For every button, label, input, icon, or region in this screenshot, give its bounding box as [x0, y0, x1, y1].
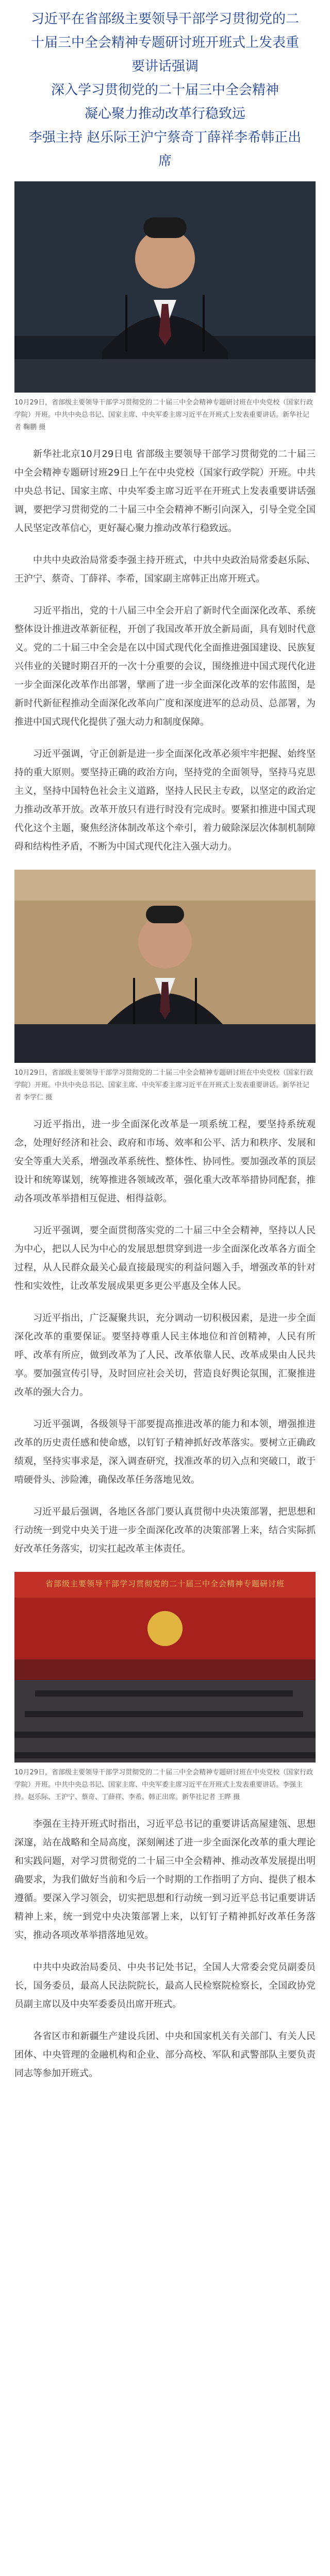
- paragraph: 新华社北京10月29日电 省部级主要领导干部学习贯彻党的二十届三中全会精神专题研讨班29日上午在中央党校（国家行政学院）开班。中共中央总书记、国家主席、中央军委主席习近平在开班式上发表重要讲话强调，要把学习贯彻党的二十届三中全会精神不断引向深入，引导全党全国人民坚定改革信心，更好凝心聚力推动改革行稳致远。: [14, 449, 316, 534]
- photo-caption-2: 10月29日，省部级主要领导干部学习贯彻党的二十届三中全会精神专题研讨班在中央党校（国家行政学院）开班。中共中央总书记、国家主席、中央军委主席习近平在开班式上发表重要讲话。新华社记者 李学仁 摄: [14, 1069, 314, 1101]
- paragraph: 中共中央政治局委员、中央书记处书记，全国人大常委会党员副委员长，国务委员，最高人民法院院长，最高人民检察院检察长，全国政协党员副主席以及中央军委委员出席开班式。: [14, 1962, 316, 2010]
- news-photo-3: [14, 1572, 316, 1762]
- headline-line: 习近平在省部级主要领导干部学习贯彻党的二: [30, 11, 299, 27]
- paragraph: 习近平最后强调，各地区各部门要认真贯彻中央决策部署，把思想和行动统一到党中央关于进一步全面深化改革的决策部署上来，结合实际抓好改革任务落实，切实扛起改革主体责任。: [14, 1506, 316, 1554]
- headline: [14, 7, 316, 173]
- headline-line: 席: [158, 154, 172, 169]
- paragraph: 习近平强调，要全面贯彻落实党的二十届三中全会精神，坚持以人民为中心，把以人民为中心的发展思想贯穿到进一步全面深化改革各方面全过程，从人民群众最关心最直接最现实的利益问题入手，增强改革的针对性和实效性，让改革发展成果更多更公平惠及全体人民。: [14, 1225, 316, 1292]
- speaker-illustration: [14, 181, 316, 393]
- paragraph: 各省区市和新疆生产建设兵团、中央和国家机关有关部门、有关人民团体、中央管理的金融机构和企业、部分高校、军队和武警部队主要负责同志等参加开班式。: [14, 2031, 316, 2079]
- hall-banner: 省部级主要领导干部学习贯彻党的二十届三中全会精神专题研讨班: [45, 1579, 285, 1588]
- headline-line: 要讲话强调: [131, 59, 199, 74]
- paragraph: 李强在主持开班式时指出，习近平总书记的重要讲话高屋建瓴、思想深邃，站在战略和全局高度，深刻阐述了进一步全面深化改革的重大理论和实践问题，对学习贯彻党的二十届三中全会精神、推动改革发展提出明确要求，为我们做好当前和今后一个时期的工作指明了方向、提供了根本遵循。要深入学习领会，切实把思想和行动统一到习近平总书记重要讲话精神上来，统一到党中央决策部署上来，以钉钉子精神抓好改革任务落实，推动各项改革举措落地见效。: [14, 1819, 316, 1941]
- photo-caption-3: 10月29日，省部级主要领导干部学习贯彻党的二十届三中全会精神专题研讨班在中央党校（国家行政学院）开班。中共中央总书记、国家主席、中央军委主席习近平在开班式上发表重要讲话。李强主持。赵乐际、王沪宁、蔡奇、丁薛祥、李希、韩正出席。新华社记者 王晔 摄: [14, 1769, 314, 1801]
- hall-illustration: [14, 1572, 316, 1762]
- paragraph: 习近平强调，各级领导干部要提高推进改革的能力和本领，增强推进改革的历史责任感和使命感，以钉钉子精神抓好改革落实。要树立正确政绩观，坚持实事求是，深入调查研究，找准改革的切入点和突破口，敢于啃硬骨头、涉险滩，确保改革任务落地见效。: [14, 1419, 316, 1485]
- headline-line: 深入学习贯彻党的二十届三中全会精神: [51, 82, 279, 98]
- paragraph: 中共中央政治局常委李强主持开班式，中共中央政治局常委赵乐际、王沪宁、蔡奇、丁薛祥、李希，国家副主席韩正出席开班式。: [14, 555, 316, 584]
- paragraph: 习近平指出，党的十八届三中全会开启了新时代全面深化改革、系统整体设计推进改革新征程，开创了我国改革开放全新局面，具有划时代意义。党的二十届三中全会是在以中国式现代化全面推进强国建设、民族复兴伟业的关键时期召开的一次十分重要的会议，围绕推进中国式现代化进一步全面深化改革作出部署，擘画了进一步全面深化改革的宏伟蓝图，是新时代新征程推动全面深化改革向广度和深度进军的总动员、总部署，为推进中国式现代化提供了强大动力和制度保障。: [14, 605, 316, 727]
- paragraph: 习近平指出，广泛凝聚共识，充分调动一切积极因素，是进一步全面深化改革的重要保证。要坚持尊重人民主体地位和首创精神，人民有所呼、改革有所应，做到改革为了人民、改革依靠人民、改革成果由人民共享。要加强宣传引导，及时回应社会关切，营造良好舆论氛围，汇聚推进改革的强大合力。: [14, 1313, 316, 1398]
- news-photo-2: [14, 870, 316, 1063]
- speaker-illustration: [14, 870, 316, 1063]
- paragraph: 习近平指出，进一步全面深化改革是一项系统工程，要坚持系统观念，处理好经济和社会、政府和市场、效率和公平、活力和秩序、发展和安全等重大关系，增强改革系统性、整体性、协同性。要加强改革的顶层设计和统筹谋划，统筹推进各领域改革，强化重大改革举措协同配套，推动各项改革举措相互促进、相得益彰。: [14, 1119, 316, 1204]
- photo-caption-1: 10月29日，省部级主要领导干部学习贯彻党的二十届三中全会精神专题研讨班在中央党校（国家行政学院）开班。中共中央总书记、国家主席、中央军委主席习近平在开班式上发表重要讲话。新华社记者 鞠鹏 摄: [14, 399, 314, 431]
- news-photo-1: [14, 181, 316, 393]
- headline-line: 十届三中全会精神专题研讨班开班式上发表重: [30, 35, 299, 50]
- paragraph: 习近平强调，守正创新是进一步全面深化改革必须牢牢把握、始终坚持的重大原则。要坚持正确的政治方向，坚持党的全面领导，坚持马克思主义，坚持中国特色社会主义道路，坚持人民民主专政，以坚定的政治定力推动改革开放。改革开放只有进行时没有完成时。要紧扣推进中国式现代化这个主题，聚焦经济体制改革这个牵引，着力破除深层次体制机制障碍和结构性矛盾，不断为中国式现代化注入强大动力。: [14, 749, 316, 852]
- headline-line: 李强主持 赵乐际王沪宁蔡奇丁薛祥李希韩正出: [28, 130, 302, 145]
- headline-line: 凝心聚力推动改革行稳致远: [84, 106, 245, 122]
